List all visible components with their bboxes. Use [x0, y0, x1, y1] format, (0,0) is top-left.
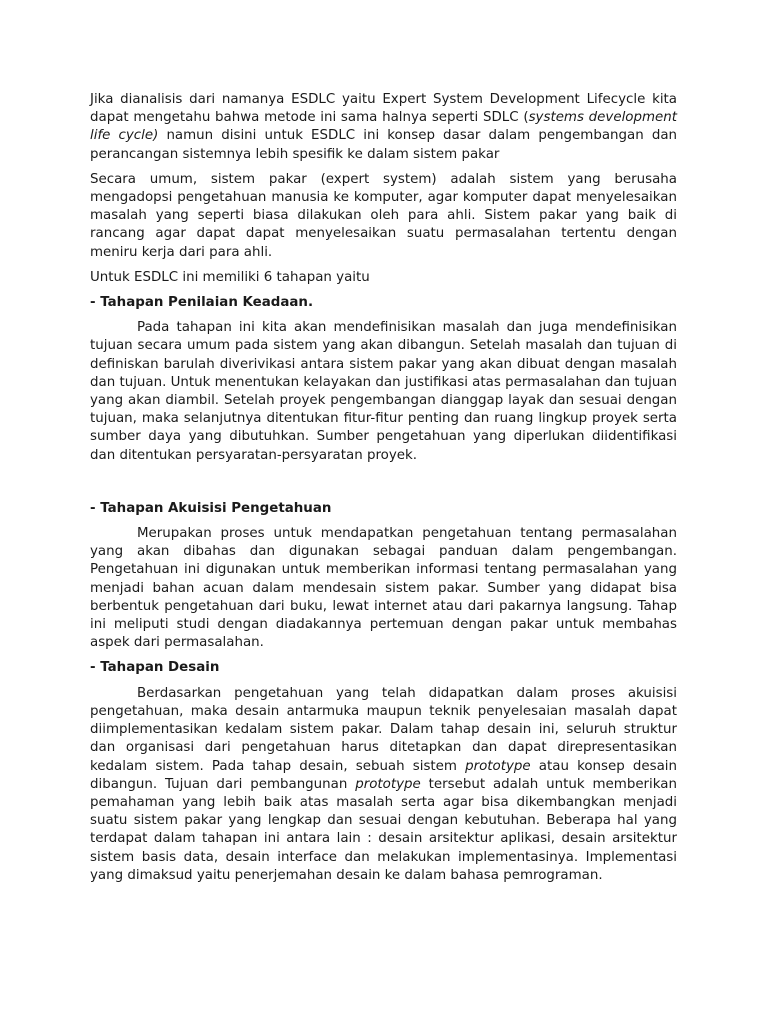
paragraph-desain-text-b: atau konsep desain dibangun. Tujuan dari pembangunan	[90, 758, 677, 792]
heading-penilaian-keadaan: - Tahapan Penilaian Keadaan.	[90, 295, 314, 311]
paragraph-stages-intro: Untuk ESDLC ini memiliki 6 tahapan yaitu	[90, 269, 370, 285]
document-page	[90, 91, 677, 892]
paragraph-desain	[90, 685, 677, 885]
paragraph-intro-italic: systems development life cycle)	[90, 110, 678, 144]
paragraph-desain-text-a: Berdasarkan pengetahuan yang telah didapatkan dalam proses akuisisi pengetahuan, maka desain antarmuka maupun teknik penyelesaian masalah dapat diimplementasikan kedalam sistem pakar. Dalam tahap desain ini, seluruh struktur dan organisasi dari pengetahuan harus ditetapkan dan dapat direpresentasikan kedalam sistem. Pada tahap desain, sebuah sistem	[90, 685, 677, 774]
paragraph-desain-text-c: tersebut adalah untuk memberikan pemahaman yang lebih baik atas masalah serta agar bisa dikembangkan menjadi suatu sistem pakar yang lengkap dan sesuai dengan kebutuhan. Beberapa hal yang terdapat dalam tahapan ini antara lain : desain arsitektur aplikasi, desain arsitektur sistem basis data, desain interface dan melakukan implementasinya. Implementasi yang dimaksud yaitu penerjemahan desain ke dalam bahasa pemrograman.	[90, 776, 677, 883]
paragraph-intro-text-b: namun disini untuk ESDLC ini konsep dasar dalam pengembangan dan perancangan sistemnya lebih spesifik ke dalam sistem pakar	[90, 128, 678, 162]
heading-akuisisi-pengetahuan: - Tahapan Akuisisi Pengetahuan	[90, 500, 332, 516]
paragraph-desain-italic-1: prototype	[465, 758, 531, 774]
paragraph-desain-italic-2: prototype	[355, 776, 421, 792]
heading-desain: - Tahapan Desain	[90, 660, 220, 676]
paragraph-definition: Secara umum, sistem pakar (expert system) adalah sistem yang berusaha mengadopsi pengetahuan manusia ke komputer, agar komputer dapat menyelesaikan masalah yang seperti biasa dilakukan oleh para ahli. Sistem pakar yang baik di rancang agar dapat dapat menyelesaikan suatu permasalahan tertentu dengan meniru kerja dari para ahli.	[90, 171, 677, 260]
blank-line	[90, 472, 677, 500]
paragraph-intro-text-a: Jika dianalisis dari namanya ESDLC yaitu Expert System Development Lifecycle kita dapat mengetahu bahwa metode ini sama halnya seperti SDLC (	[90, 92, 677, 126]
paragraph-intro	[90, 91, 677, 164]
paragraph-akuisisi-pengetahuan: Merupakan proses untuk mendapatkan pengetahuan tentang permasalahan yang akan dibahas dan digunakan sebagai panduan dalam pengembangan. Pengetahuan ini digunakan untuk memberikan informasi tentang permasalahan yang menjadi bahan acuan dalam mendesain sistem pakar. Sumber yang didapat bisa berbentuk pengetahuan dari buku, lewat internet atau dari pakarnya langsung. Tahap ini meliputi studi dengan diadakannya pertemuan dengan pakar untuk membahas aspek dari permasalahan.	[90, 526, 677, 651]
paragraph-penilaian-keadaan: Pada tahapan ini kita akan mendefinisikan masalah dan juga mendefinisikan tujuan secara umum pada sistem yang akan dibangun. Setelah masalah dan tujuan di definiskan barulah diverivikasi antara sistem pakar yang akan dibuat dengan masalah dan tujuan. Untuk menentukan kelayakan dan justifikasi atas permasalahan dan tujuan yang akan diambil. Setelah proyek pengembangan dianggap layak dan sesuai dengan tujuan, maka selanjutnya ditentukan fitur-fitur penting dan ruang lingkup proyek serta sumber daya yang dibutuhkan. Sumber pengetahuan yang diperlukan diidentifikasi dan ditentukan persyaratan-persyaratan proyek.	[90, 320, 677, 463]
